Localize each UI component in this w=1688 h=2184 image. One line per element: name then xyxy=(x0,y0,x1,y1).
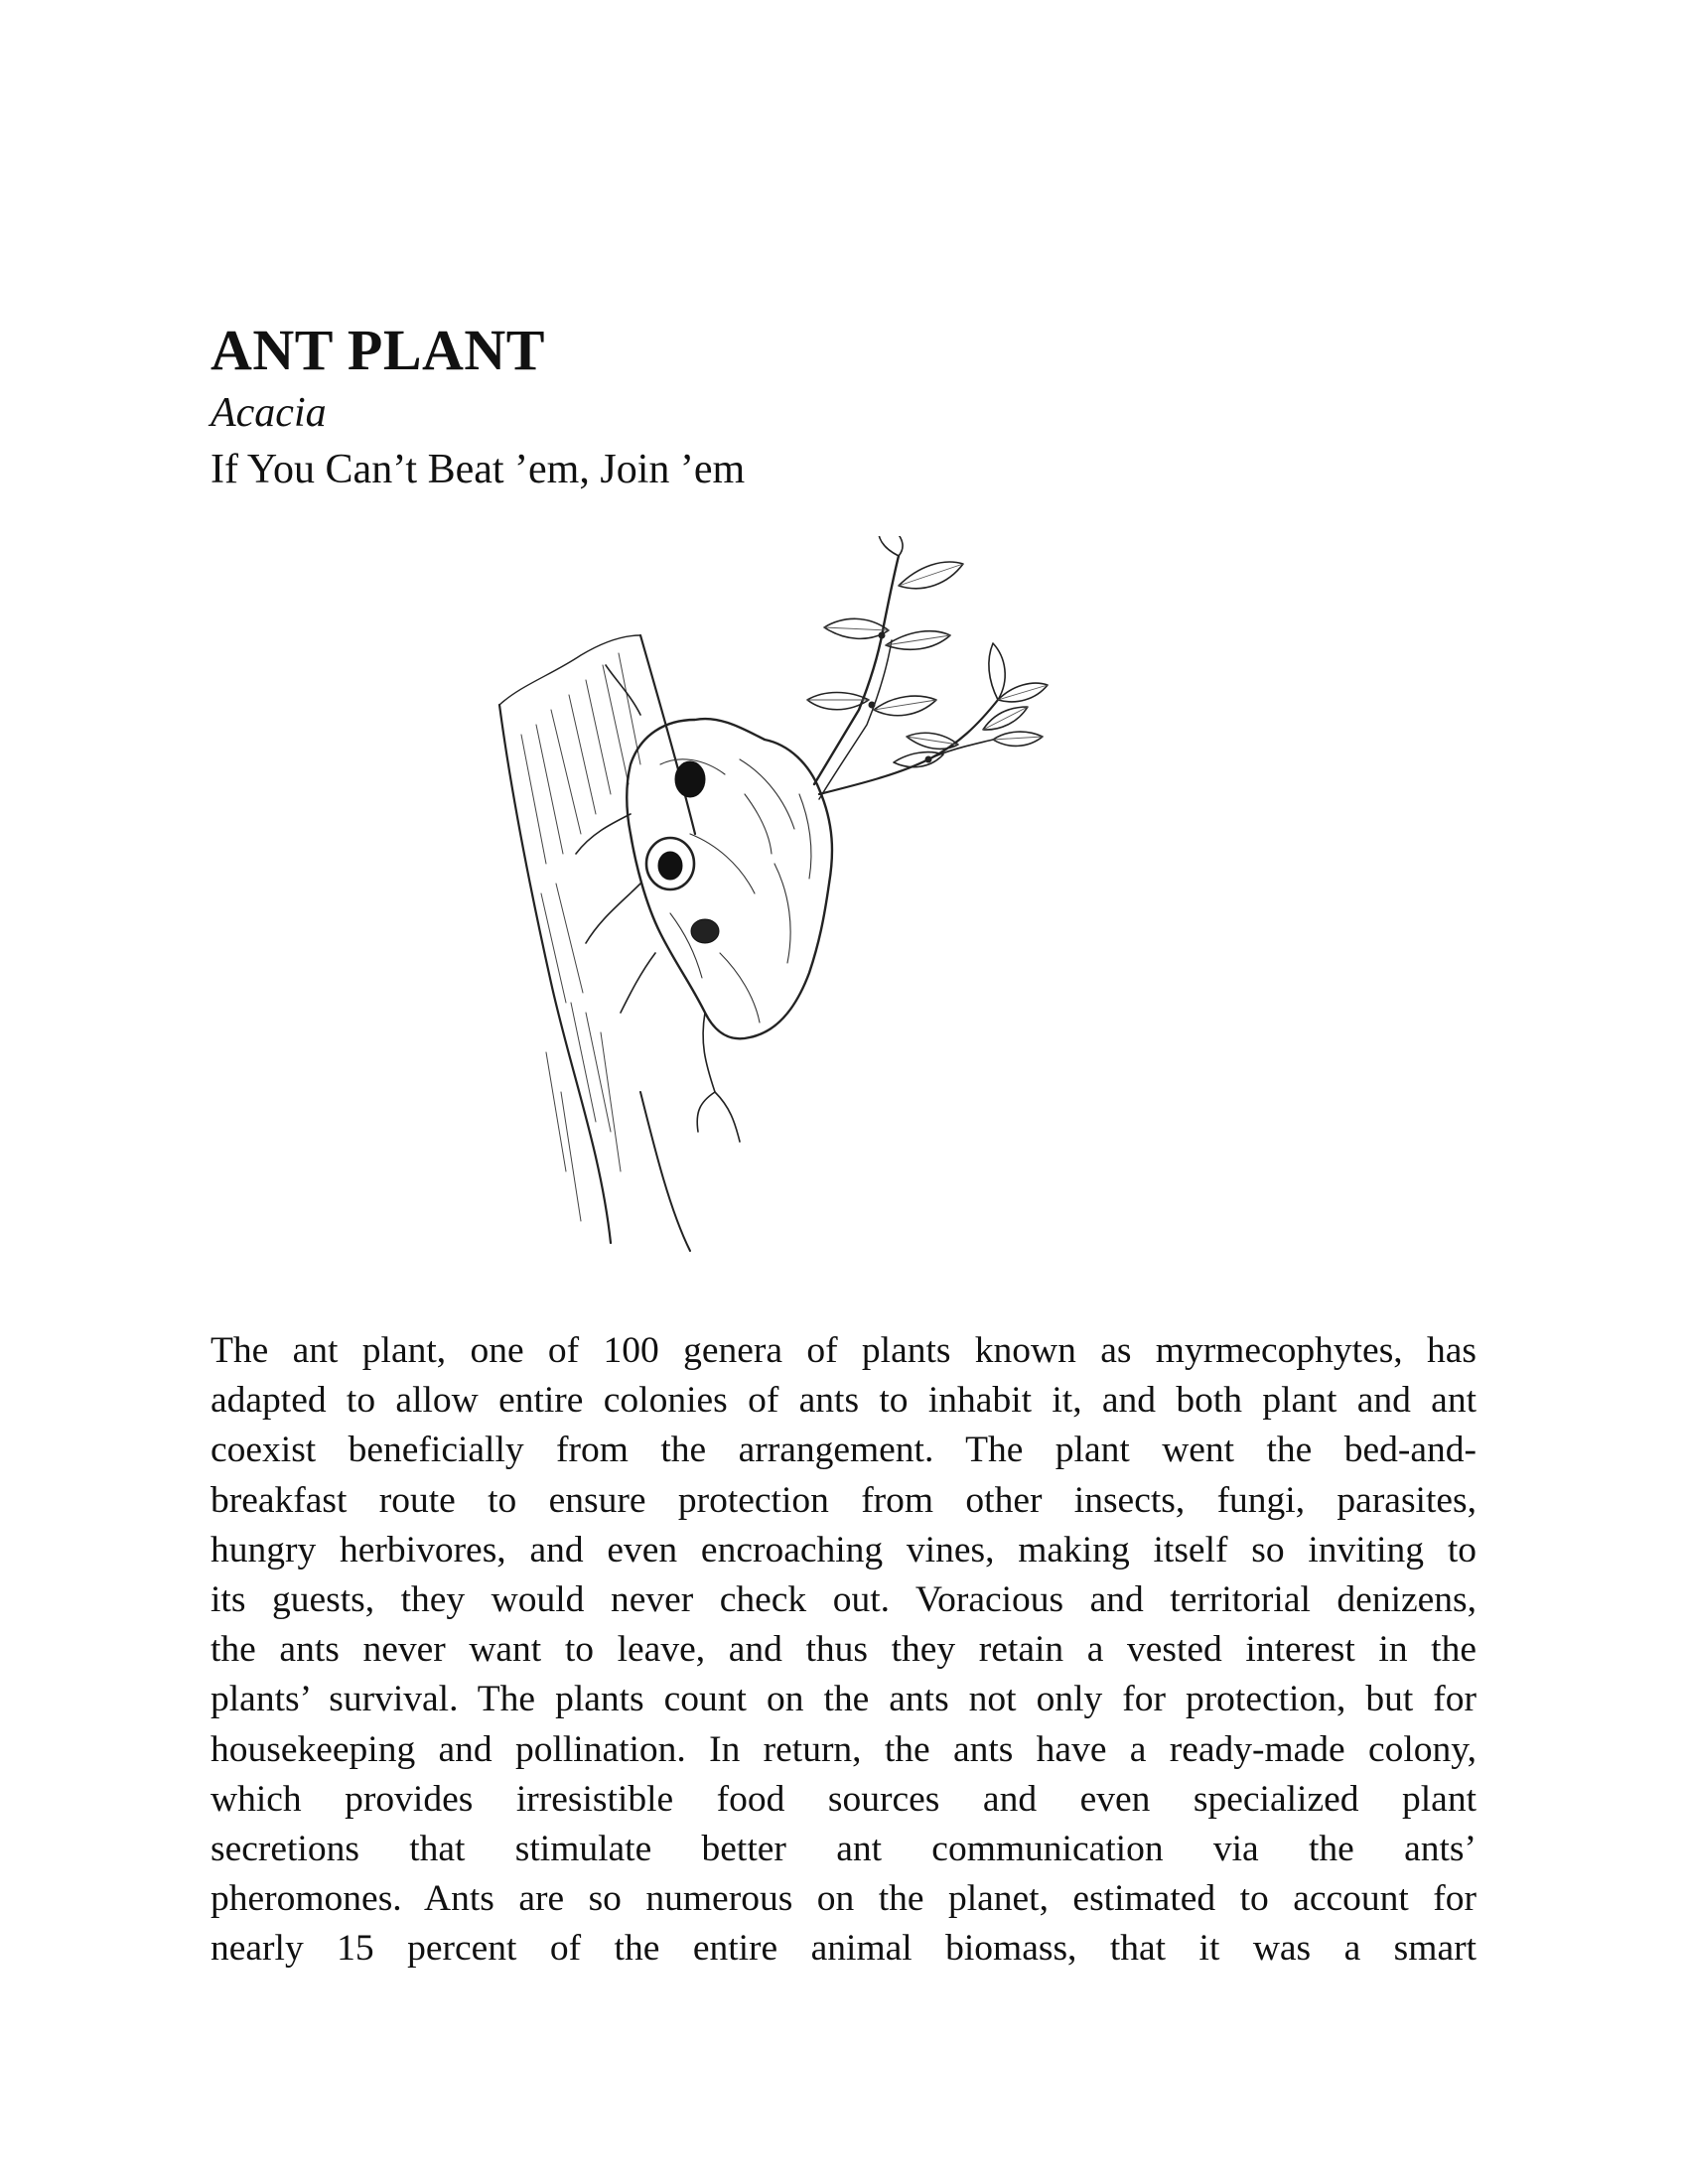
ant-plant-sketch-icon xyxy=(492,536,1187,1261)
entry-subtitle: If You Can’t Beat ’em, Join ’em xyxy=(211,447,746,492)
body-line: housekeeping and pollination. In return, the ants have a ready-made colony, xyxy=(211,1728,1477,1770)
body-line: which provides irresistible food sources and even specialized plant xyxy=(211,1778,1477,1820)
entry-heading xyxy=(211,316,1481,498)
body-line: the ants never want to leave, and thus they retain a vested interest in the xyxy=(211,1629,1477,1671)
body-line: breakfast route to ensure protection from other insects, fungi, parasites, xyxy=(211,1479,1477,1521)
body-line: plants’ survival. The plants count on the ants not only for protection, but for xyxy=(211,1679,1477,1720)
entry-title: ANT PLANT xyxy=(211,318,545,382)
body-line: secretions that stimulate better ant communication via the ants’ xyxy=(211,1828,1477,1869)
body-line: coexist beneficially from the arrangement. The plant went the bed-and- xyxy=(211,1430,1477,1471)
body-line: hungry herbivores, and even encroaching vines, making itself so inviting to xyxy=(211,1529,1477,1570)
body-paragraph xyxy=(211,1326,1477,1974)
body-line: The ant plant, one of 100 genera of plants known as myrmecophytes, has xyxy=(211,1330,1477,1371)
latin-name: Acacia xyxy=(211,390,327,436)
body-line: its guests, they would never check out. Voracious and territorial denizens, xyxy=(211,1578,1477,1620)
body-line: nearly 15 percent of the entire animal biomass, that it was a smart xyxy=(211,1928,1477,1970)
ant-plant-illustration xyxy=(492,536,1187,1261)
body-line: pheromones. Ants are so numerous on the planet, estimated to account for xyxy=(211,1878,1477,1920)
body-line: adapted to allow entire colonies of ants to inhabit it, and both plant and ant xyxy=(211,1380,1477,1422)
